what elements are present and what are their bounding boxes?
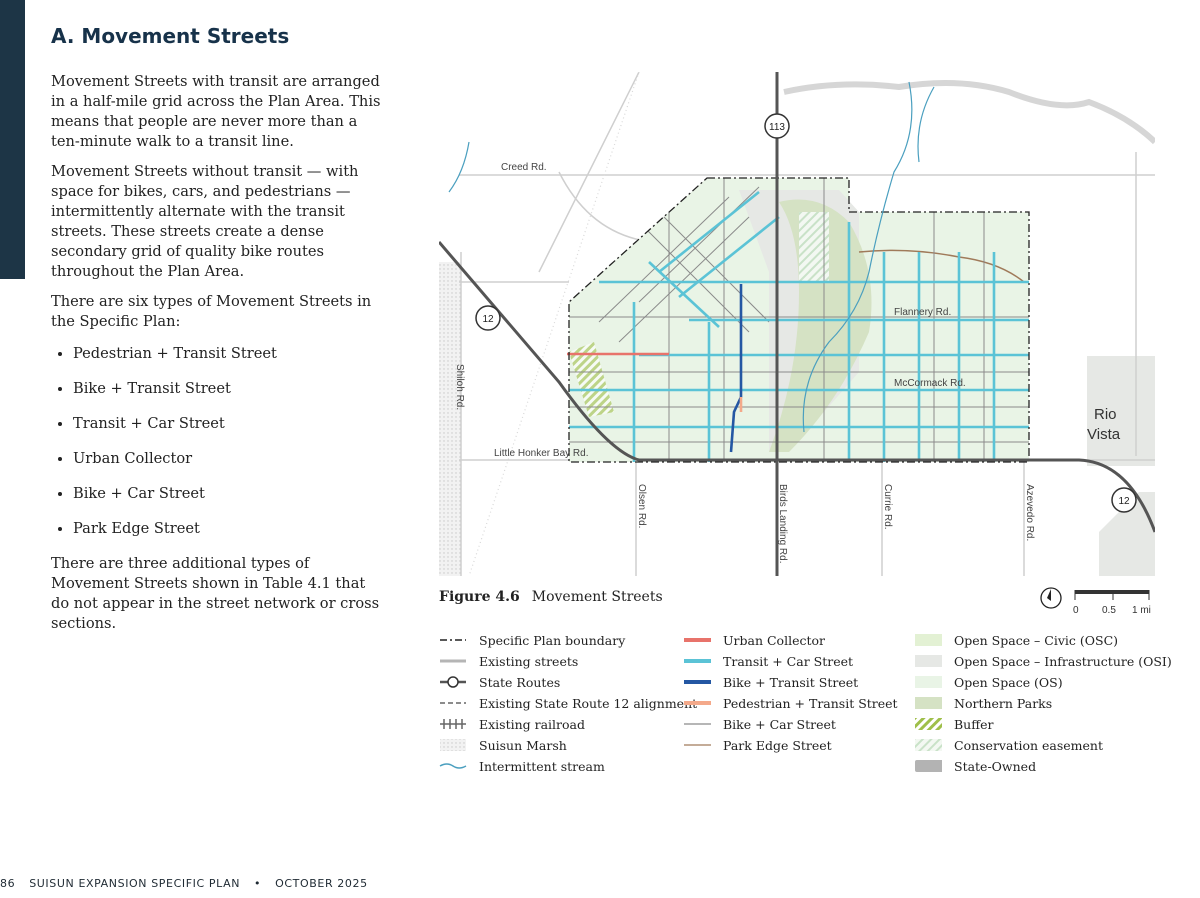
- legend-label: Intermittent stream: [479, 758, 605, 774]
- route-shield-113: [765, 114, 789, 138]
- os-swatch-icon: [914, 675, 942, 689]
- azevedo-rd-label: Azevedo Rd.: [1024, 484, 1035, 542]
- marsh-symbol-icon: [439, 738, 467, 752]
- svg-text:12: 12: [1118, 496, 1130, 507]
- boundary-symbol-icon: [439, 633, 467, 647]
- buffer-swatch-icon: [914, 717, 942, 731]
- figure-number: Figure 4.6: [439, 589, 520, 605]
- dashed-route-symbol-icon: [439, 696, 467, 710]
- legend-label: Open Space – Infrastructure (OSI): [954, 653, 1172, 669]
- figure-title: Movement Streets: [531, 589, 663, 605]
- legend-label: Bike + Transit Street: [723, 674, 859, 690]
- vista-label: Vista: [1087, 426, 1121, 443]
- legend-item: [439, 757, 605, 775]
- legend-label: Bike + Car Street: [723, 716, 836, 732]
- currie-rd-label: Currie Rd.: [882, 484, 893, 530]
- legend-label: Open Space – Civic (OSC): [954, 632, 1119, 648]
- mccormack-rd-label: McCormack Rd.: [894, 378, 966, 389]
- legend-item: [683, 736, 832, 754]
- scale-label: 0: [1073, 605, 1079, 616]
- easement-swatch-icon: [914, 738, 942, 752]
- scale-bar: [1040, 586, 1152, 616]
- legend-label: Northern Parks: [954, 695, 1053, 711]
- legend-label: State-Owned: [954, 758, 1037, 774]
- legend-label: Transit + Car Street: [723, 653, 854, 669]
- olsen-rd-label: Olsen Rd.: [636, 484, 647, 529]
- state-route-symbol-icon: [439, 675, 467, 689]
- legend-item: [683, 652, 853, 670]
- legend-item: [439, 736, 567, 754]
- scale-label: 1 mi: [1132, 605, 1151, 616]
- legend-label: Specific Plan boundary: [479, 632, 626, 648]
- page-footer: [0, 877, 382, 890]
- legend-item: [914, 715, 994, 733]
- legend-label: Open Space (OS): [954, 674, 1063, 690]
- birds-landing-rd-label: Birds Landing Rd.: [777, 484, 788, 564]
- little-honker-bay-rd-label: Little Honker Bay Rd.: [494, 448, 589, 459]
- legend-label: Conservation easement: [954, 737, 1103, 753]
- body-text: [51, 72, 386, 644]
- bike-transit-symbol-icon: [683, 675, 711, 689]
- footer-date: OCTOBER 2025: [275, 877, 368, 890]
- northern-parks-swatch-icon: [914, 696, 942, 710]
- paragraph: Movement Streets with transit are arranged in a half-mile grid across the Plan Area. This means that people are never more than a ten-minute walk to a transit line.: [51, 73, 381, 150]
- creed-rd-label: Creed Rd.: [501, 162, 547, 173]
- list-item: • Bike + Transit Street: [73, 379, 386, 399]
- legend-item: [914, 694, 1052, 712]
- shiloh-rd-label: Shiloh Rd.: [454, 364, 465, 411]
- legend-item: [914, 736, 1103, 754]
- stream-symbol-icon: [439, 759, 467, 773]
- legend-label: Pedestrian + Transit Street: [723, 695, 898, 711]
- bike-car-symbol-icon: [683, 717, 711, 731]
- list-item: • Park Edge Street: [73, 519, 386, 539]
- legend-item: [439, 694, 697, 712]
- legend-label: Suisun Marsh: [479, 737, 567, 753]
- scale-label: 0.5: [1102, 605, 1116, 616]
- legend-label: Existing State Route 12 alignment: [479, 695, 698, 711]
- legend-item: [683, 673, 858, 691]
- legend-item: [439, 673, 560, 691]
- route-shield-12: [1112, 488, 1136, 512]
- legend-item: [439, 652, 578, 670]
- north-arrow-icon: [1041, 588, 1061, 608]
- legend-label: Buffer: [954, 716, 994, 732]
- legend-item: [914, 757, 1036, 775]
- legend-label: State Routes: [479, 674, 561, 690]
- osc-swatch-icon: [914, 633, 942, 647]
- transit-car-symbol-icon: [683, 654, 711, 668]
- legend-item: [914, 673, 1063, 691]
- footer-separator: •: [254, 877, 262, 890]
- paragraph: There are six types of Movement Streets in the Specific Plan:: [51, 293, 372, 330]
- route-shield-12: [476, 306, 500, 330]
- legend-item: [914, 631, 1118, 649]
- scale-segment: [1113, 590, 1149, 594]
- legend-item: [914, 652, 1172, 670]
- legend-label: Existing streets: [479, 653, 579, 669]
- railroad-symbol-icon: [439, 717, 467, 731]
- urban-collector-symbol-icon: [683, 633, 711, 647]
- figure-caption: [439, 589, 663, 605]
- legend-item: [439, 631, 625, 649]
- list-item: • Bike + Car Street: [73, 484, 386, 504]
- osi-swatch-icon: [914, 654, 942, 668]
- suisun-marsh-area: [439, 262, 461, 576]
- paragraph: Movement Streets without transit — with space for bikes, cars, and pedestrians — intermittently alternate with the transit streets. These streets create a dense secondary grid of quality bike routes throughout the Plan Area.: [51, 163, 359, 280]
- state-owned-swatch-icon: [914, 759, 942, 773]
- paragraph: There are three additional types of Movement Streets shown in Table 4.1 that do not appear in the street network or cross sections.: [51, 555, 380, 632]
- sidebar-accent-bar: [0, 0, 25, 279]
- page-number: 86: [0, 877, 16, 890]
- section-title: A. Movement Streets: [51, 24, 290, 48]
- legend-item: [683, 694, 898, 712]
- flannery-rd-label: Flannery Rd.: [894, 307, 952, 318]
- movement-streets-map: [439, 72, 1155, 576]
- list-item: • Pedestrian + Transit Street: [73, 344, 386, 364]
- pedestrian-transit-symbol-icon: [683, 696, 711, 710]
- park-edge-symbol-icon: [683, 738, 711, 752]
- svg-text:12: 12: [482, 314, 494, 325]
- legend-label: Park Edge Street: [723, 737, 832, 753]
- list-item: • Urban Collector: [73, 449, 386, 469]
- rio-label: Rio: [1094, 406, 1117, 423]
- legend-item: [683, 715, 836, 733]
- scale-segment: [1075, 590, 1113, 594]
- svg-text:113: 113: [769, 122, 785, 133]
- list-item: • Transit + Car Street: [73, 414, 386, 434]
- existing-street-symbol-icon: [439, 654, 467, 668]
- legend-label: Existing railroad: [479, 716, 586, 732]
- legend-item: [439, 715, 585, 733]
- legend-label: Urban Collector: [723, 632, 825, 648]
- street-type-list: [51, 344, 386, 539]
- legend-item: [683, 631, 825, 649]
- plan-name: SUISUN EXPANSION SPECIFIC PLAN: [29, 877, 241, 890]
